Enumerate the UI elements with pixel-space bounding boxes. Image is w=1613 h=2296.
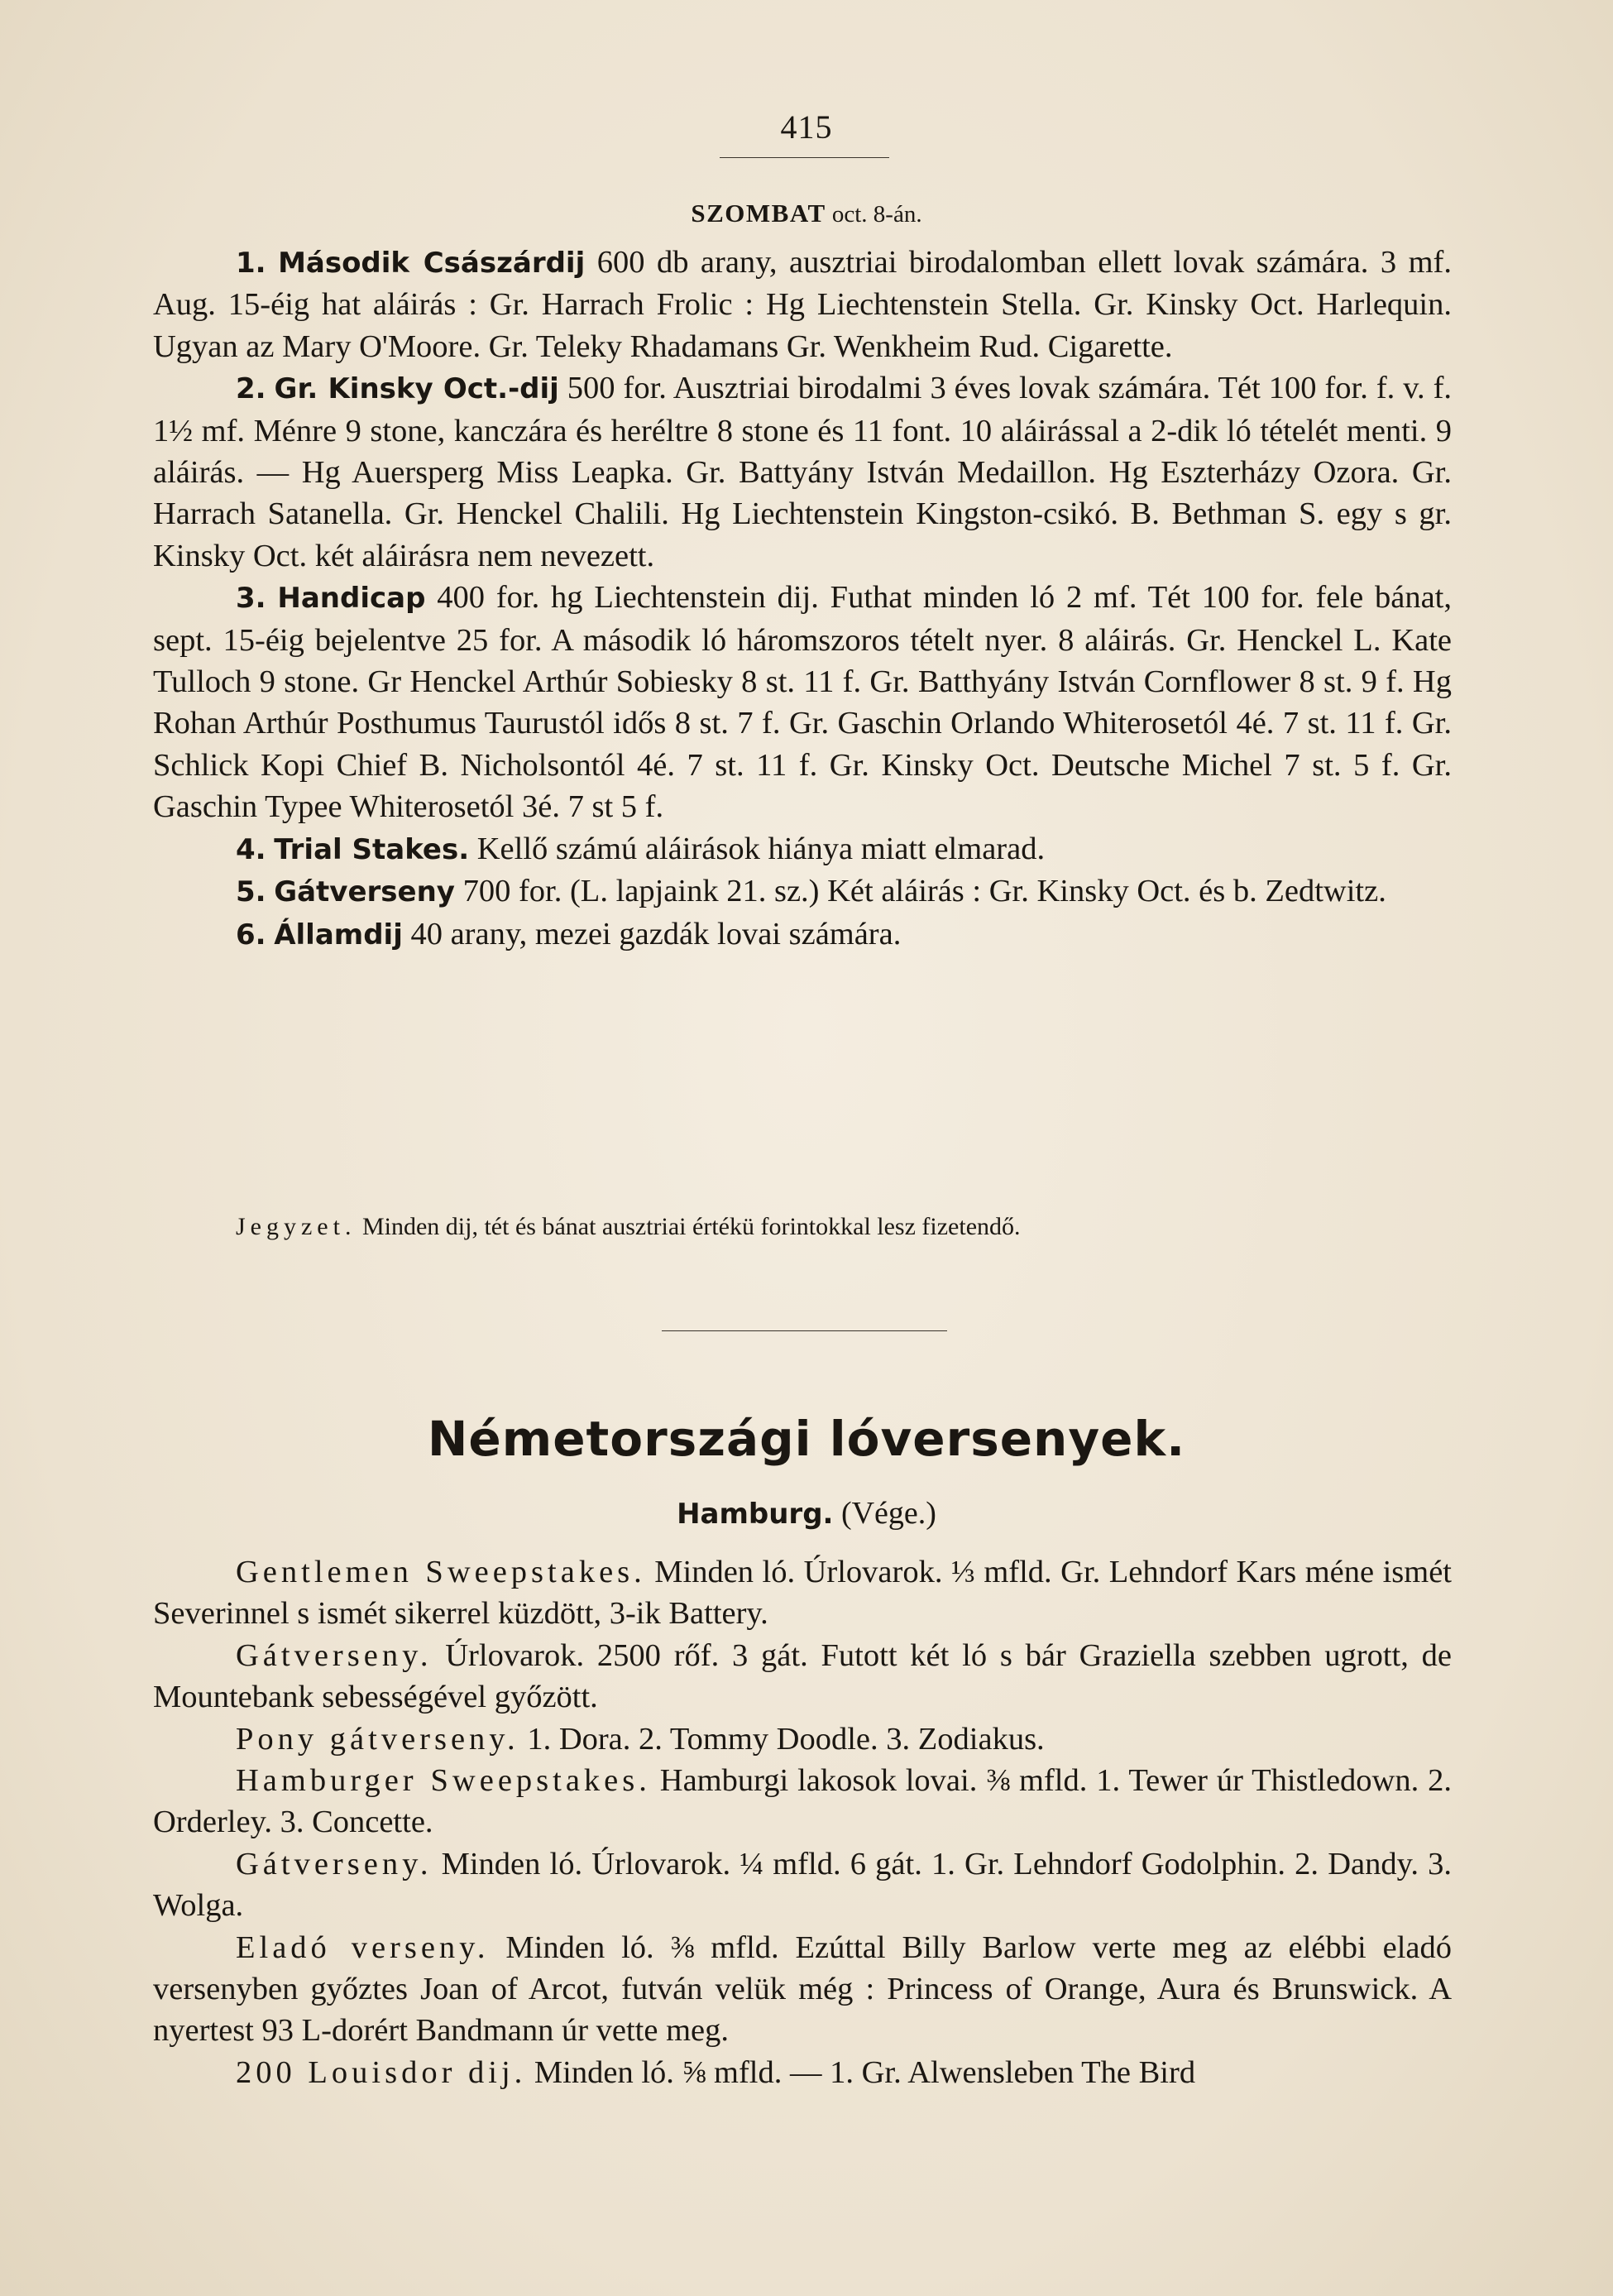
race-reports: [153, 1551, 1452, 2093]
header-rule: [720, 157, 889, 158]
race-entry-2: 2. Gr. Kinsky Oct.-dij 500 for. Ausztriai birodalmi 3 éves lovak számára. Tét 100 for. f. v. f. 1½ mf. Ménre 9 stone, kanczára és heréltre 8 stone és 11 font. 10 aláirással a 2-dik ló tételét menti. 9 aláirás. — Hg Auersperg Miss Leapka. Gr. Battyány István Medaillon. Hg Eszterházy Ozora. Gr. Harrach Satanella. Gr. Henckel Chalili. Hg Liechtenstein Kingston-csikó. B. Bethman S. egy s gr. Kinsky Oct. két aláirásra nem nevezett.: [153, 371, 1453, 573]
race-name: Államdij: [274, 918, 403, 951]
report-paragraph: [153, 1760, 1452, 1843]
report-paragraph: [153, 2052, 1452, 2093]
race-name: Gr. Kinsky Oct.-dij: [274, 372, 559, 406]
race-text: 400 for. hg Liechtenstein dij. Futhat minden ló 2 mf. Tét 100 for. fele bánat, sept. 15-éig bejelentve 25 for. A második ló háromszoros tételt nyer. 8 aláirás. Gr. Henckel L. Kate Tulloch 9 stone. Gr Henckel Arthúr Sobiesky 8 st. 11 f. Gr. Batthyány István Cornflower 8 st. 9 f. Hg Rohan Arthúr Posthumus Taurustól idős 8 st. 7 f. Gr. Gaschin Orlando Whiterosetól 4é. 7 st. 11 f. Gr. Schlick Kopi Chief B. Nicholsontól 4é. 7 st. 11 f. Gr. Kinsky Oct. Deutsche Michel 7 st. 5 f. Gr. Gaschin Typee Whiterosetól 3é. 7 st 5 f.: [153, 580, 1453, 825]
footnote-label: Jegyzet.: [236, 1213, 357, 1240]
page-number: 415: [780, 108, 833, 146]
report-text: Úrlovarok. 2500 rőf. 3 gát. Futott két ló s bár Graziella szebben ugrott, de Mountebank sebességével győzött.: [153, 1637, 1452, 1715]
day-date: oct. 8-án.: [831, 201, 922, 228]
race-entry-1: 1. Második Császárdij 600 db arany, ausztriai birodalomban ellett lovak számára. 3 mf. Aug. 15-éig hat aláirás : Gr. Harrach Frolic : Hg Liechtenstein Stella. Gr. Kinsky Oct. Harlequin. Ugyan az Mary O'Moore. Gr. Teleky Rhadamans Gr. Wenkheim Rud. Cigarette.: [153, 245, 1452, 364]
race-text: 500 for. Ausztriai birodalmi 3 éves lovak számára. Tét 100 for. f. v. f. 1½ mf. Ménre 9 stone, kanczára és heréltre 8 stone és 11 font. 10 aláirással a 2-dik ló tételét menti. 9 aláirás. — Hg Auersperg Miss Leapka. Gr. Battyány István Medaillon. Hg Eszterházy Ozora. Gr. Harrach Satanella. Gr. Henckel Chalili. Hg Liechtenstein Kingston-csikó. B. Bethman S. egy s gr. Kinsky Oct. két aláirásra nem nevezett.: [153, 371, 1453, 573]
report-paragraph: [153, 1843, 1452, 1927]
day-name: SZOMBAT: [691, 199, 826, 228]
race-name: Gátverseny: [274, 875, 455, 909]
report-paragraph: [153, 1551, 1452, 1635]
report-text: Minden ló. Úrlovarok. ⅓ mfld. Gr. Lehndorf Kars méne ismét Severinnel s ismét sikerrel küzdött, 3-ik Battery.: [153, 1555, 1452, 1632]
sub-title: [0, 1495, 1613, 1531]
race-name: Trial Stakes.: [274, 832, 470, 866]
race-name: Második Császárdij: [278, 247, 586, 280]
race-entry-5: 5. Gátverseny 700 for. (L. lapjaink 21. sz.) Két aláirás : Gr. Kinsky Oct. és b. Zedtwitz.: [236, 874, 1386, 909]
day-header: [0, 199, 1613, 228]
race-text: 40 arany, mezei gazdák lovai számára.: [402, 916, 902, 951]
race-entry-3: 3. Handicap 400 for. hg Liechtenstein dij. Futhat minden ló 2 mf. Tét 100 for. fele bánat, sept. 15-éig bejelentve 25 for. A második ló háromszoros tételt nyer. 8 aláirás. Gr. Henckel L. Kate Tulloch 9 stone. Gr Henckel Arthúr Sobiesky 8 st. 11 f. Gr. Batthyány István Cornflower 8 st. 9 f. Hg Rohan Arthúr Posthumus Taurustól idős 8 st. 7 f. Gr. Gaschin Orlando Whiterosetól 4é. 7 st. 11 f. Gr. Schlick Kopi Chief B. Nicholsontól 4é. 7 st. 11 f. Gr. Kinsky Oct. Deutsche Michel 7 st. 5 f. Gr. Gaschin Typee Whiterosetól 3é. 7 st 5 f.: [153, 580, 1453, 825]
footnote: [236, 1210, 1452, 1244]
report-lead: 200 Louisdor dij.: [236, 2054, 527, 2090]
section-divider: [662, 1330, 947, 1331]
report-paragraph: [153, 1718, 1452, 1760]
footnote-text: Minden dij, tét és bánat ausztriai értékü forintokkal lesz fizetendő.: [356, 1213, 1021, 1240]
report-lead: Gátverseny.: [236, 1637, 433, 1673]
report-text: Minden ló. ⅜ mfld. Ezúttal Billy Barlow verte meg az elébbi eladó versenyben győztes Joan of Arcot, futván velük még : Princess of Orange, Aura és Brunswick. A nyertest 93 L-dorért Bandmann úr vette meg.: [153, 1929, 1452, 2049]
report-lead: Eladó verseny.: [236, 1929, 490, 1965]
report-paragraph: [153, 1635, 1452, 1718]
report-text: Minden ló. ⅝ mfld. — 1. Gr. Alwensleben The Bird: [526, 2054, 1196, 2090]
race-text: Kellő számú aláirások hiánya miatt elmarad.: [469, 831, 1046, 866]
report-text: Minden ló. Úrlovarok. ¼ mfld. 6 gát. 1. Gr. Lehndorf Godolphin. 2. Dandy. 3. Wolga.: [153, 1846, 1452, 1924]
section-title: Németországi lóversenyek.: [427, 1411, 1186, 1467]
report-text: 1. Dora. 2. Tommy Doodle. 3. Zodiakus.: [519, 1721, 1045, 1757]
race-text: 600 db arany, ausztriai birodalomban ellett lovak számára. 3 mf. Aug. 15-éig hat aláirás : Gr. Harrach Frolic : Hg Liechtenstein Stella. Gr. Kinsky Oct. Harlequin. Ugyan az Mary O'Moore. Gr. Teleky Rhadamans Gr. Wenkheim Rud. Cigarette.: [153, 245, 1452, 364]
report-lead: Gentlemen Sweepstakes.: [236, 1555, 646, 1589]
report-lead: Gátverseny.: [236, 1846, 433, 1881]
report-paragraph: [153, 1927, 1452, 2052]
report-lead: Hamburger Sweepstakes.: [236, 1763, 651, 1799]
sub-title-city: Hamburg.: [677, 1498, 834, 1531]
sub-title-suffix: (Vége.): [833, 1496, 936, 1531]
race-program: [153, 242, 1452, 956]
race-text: 700 for. (L. lapjaink 21. sz.) Két aláirás : Gr. Kinsky Oct. és b. Zedtwitz.: [454, 874, 1386, 909]
race-name: Handicap: [277, 582, 426, 616]
report-lead: Pony gátverseny.: [236, 1721, 519, 1757]
race-entry-4: 4. Trial Stakes. Kellő számú aláirások hiánya miatt elmarad.: [236, 831, 1046, 866]
race-entry-6: 6. Államdij 40 arany, mezei gazdák lovai számára.: [236, 916, 902, 951]
report-text: Hamburgi lakosok lovai. ⅜ mfld. 1. Tewer úr Thistledown. 2. Orderley. 3. Concette.: [153, 1763, 1452, 1840]
